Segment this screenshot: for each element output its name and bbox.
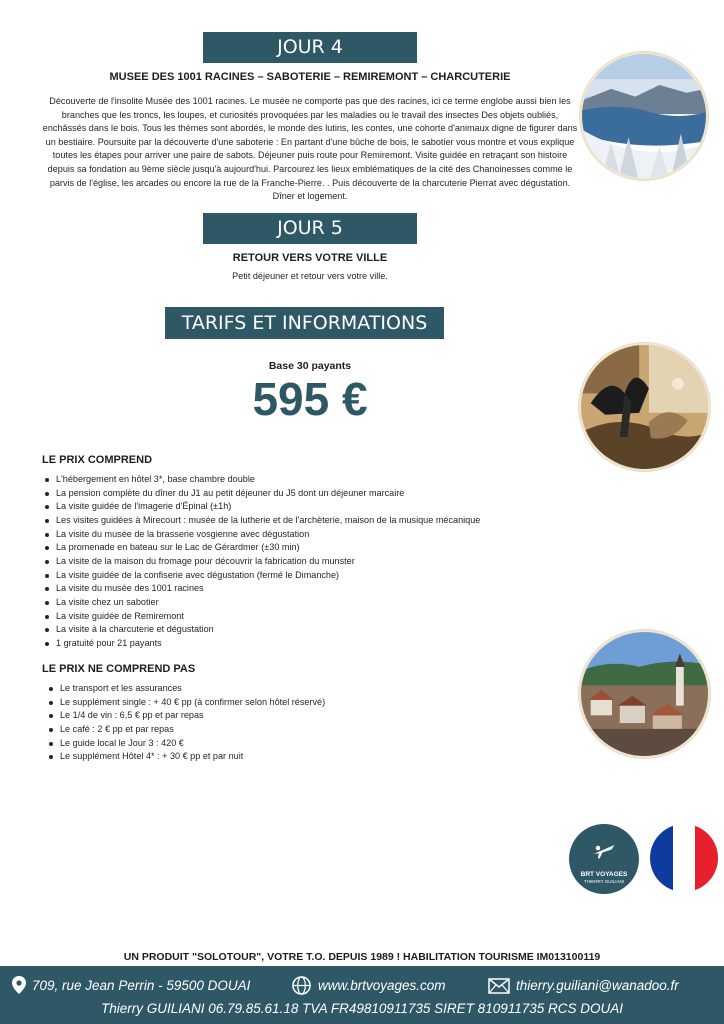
lake-winter-photo bbox=[580, 52, 708, 180]
footer-address: 709, rue Jean Perrin - 59500 DOUAI bbox=[32, 978, 251, 993]
list-item: La promenade en bateau sur le Lac de Gérardmer (±30 min) bbox=[42, 541, 480, 555]
price-base-label: Base 30 payants bbox=[268, 360, 352, 372]
list-item: Le transport et les assurances bbox=[46, 682, 325, 696]
price-value: 595 € bbox=[252, 373, 368, 425]
list-item: Le supplément single : + 40 € pp (à confirmer selon hôtel réservé) bbox=[46, 696, 325, 710]
list-item: L'hébergement en hôtel 3*, base chambre double bbox=[42, 473, 480, 487]
excludes-list bbox=[46, 682, 325, 764]
tarifs-banner: TARIFS ET INFORMATIONS bbox=[165, 307, 444, 339]
includes-list bbox=[42, 473, 480, 651]
globe-icon bbox=[292, 976, 311, 995]
list-item: La pension complète du dîner du J1 au petit déjeuner du J5 dont un déjeuner marcaire bbox=[42, 487, 480, 501]
day5-title: RETOUR VERS VOTRE VILLE bbox=[232, 252, 388, 264]
footer-bar bbox=[0, 966, 724, 1024]
day4-title: MUSEE DES 1001 RACINES – SABOTERIE – REMIREMONT – CHARCUTERIE bbox=[109, 71, 511, 83]
list-item: La visite du musée des 1001 racines bbox=[42, 582, 480, 596]
footer-tagline: UN PRODUIT "SOLOTOUR", VOTRE T.O. DEPUIS 1989 ! HABILITATION TOURISME IM013100119 bbox=[123, 951, 601, 963]
museum-roots-photo bbox=[579, 343, 710, 471]
town-view-photo bbox=[579, 630, 710, 758]
list-item: La visite guidée de la confiserie avec dégustation (fermé le Dimanche) bbox=[42, 569, 480, 583]
day4-banner: JOUR 4 bbox=[203, 32, 417, 63]
day5-banner: JOUR 5 bbox=[203, 213, 417, 244]
envelope-icon bbox=[488, 978, 510, 994]
location-pin-icon bbox=[12, 976, 26, 994]
list-item: Le 1/4 de vin : 6,5 € pp et par repas bbox=[46, 709, 325, 723]
list-item: La visite du musée de la brasserie vosgienne avec dégustation bbox=[42, 528, 480, 542]
list-item: Le café : 2 € pp et par repas bbox=[46, 723, 325, 737]
brt-logo-name: BRT VOYAGES bbox=[580, 871, 628, 878]
list-item: La visite de la maison du fromage pour découvrir la fabrication du munster bbox=[42, 555, 480, 569]
includes-title: LE PRIX COMPREND bbox=[42, 454, 153, 466]
day4-description: Découverte de l'insolite Musée des 1001 racines. Le musée ne comporte pas que des racines, ici ce terme englobe aussi bien les branches que les troncs, les loupes, et curiosités provoquées par les maladies ou le travail des insectes Des objets oubliés, enchâssés dans le bois. Tous les thèmes sont abordés, le monde des lutins, les contes, une cohorte d'animaux digne de figurer dans un bestiaire. Poursuite par la découverte d'une saboterie : En partant d'une bûche de bois, le sabotier vous montre et vous explique toutes les étapes pour arriver une paire de sabots. Déjeuner puis route pour Remiremont. Visite guidée en retraçant son histoire depuis sa fondation au 9ème siècle jusqu'à aujourd'hui. Parcourez les lieux emblématiques de la cité des Chanoinesses comme le parvis de l'église, les arcades ou encore la rue de la Franche-Pierre. . Puis découverte de la charcuterie Pierrat avec dégustation. Dîner et logement. bbox=[42, 96, 578, 202]
brt-voyages-logo bbox=[569, 824, 639, 894]
list-item: La visite à la charcuterie et dégustation bbox=[42, 623, 480, 637]
list-item: La visite guidée de l'imagerie d'Épinal (±1h) bbox=[42, 500, 480, 514]
list-item: La visite guidée de Remiremont bbox=[42, 610, 480, 624]
excludes-title: LE PRIX NE COMPREND PAS bbox=[42, 663, 196, 675]
airplane-icon bbox=[589, 836, 619, 866]
list-item: Les visites guidées à Mirecourt : musée de la lutherie et de l'archèterie, maison de la musique mécanique bbox=[42, 514, 480, 528]
list-item: La visite chez un sabotier bbox=[42, 596, 480, 610]
list-item: Le guide local le Jour 3 : 420 € bbox=[46, 737, 325, 751]
list-item: 1 gratuité pour 21 payants bbox=[42, 637, 480, 651]
footer-email-link[interactable]: thierry.guiliani@wanadoo.fr bbox=[516, 978, 679, 993]
footer-website-link[interactable]: www.brtvoyages.com bbox=[318, 978, 446, 993]
list-item: Le supplément Hôtel 4* : + 30 € pp et par nuit bbox=[46, 750, 325, 764]
day5-description: Petit déjeuner et retour vers votre ville. bbox=[232, 271, 388, 281]
brt-logo-subtitle: THIERRY GUILIANI bbox=[583, 879, 625, 884]
french-flag bbox=[650, 824, 718, 892]
footer-legal: Thierry GUILIANI 06.79.85.61.18 TVA FR49810911735 SIRET 810911735 RCS DOUAI bbox=[100, 1001, 624, 1016]
